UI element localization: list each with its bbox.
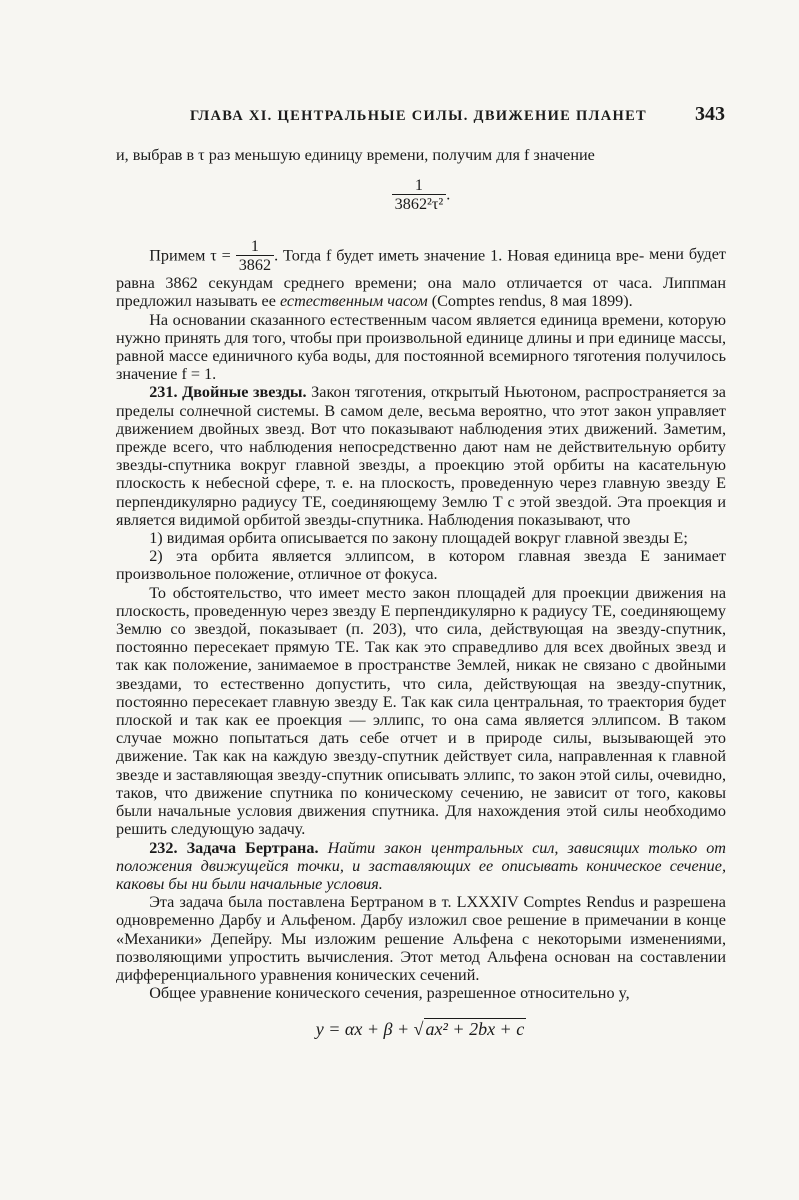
section-232-paragraph xyxy=(116,839,726,894)
section-231-paragraph xyxy=(116,383,726,529)
paragraph-bertrand-history: Эта задача была поставлена Бертраном в т. LXXXIV Comptes Rendus и разрешена одновременно Дарбу и Альфеном. Дарбу изложил свое решение в примечании в конце «Механики» Депейру. Мы изложим решение Альфена с некоторыми изменениями, позволяющими упростить вычисления. Этот метод Альфена основан на составлении дифференциального уравнения конических сечений. xyxy=(116,893,726,984)
tau-suffix: . Тогда f будет иметь значение 1. Новая единица вре- xyxy=(274,246,645,265)
section-231-heading: 231. Двойные звезды. xyxy=(149,383,307,402)
fraction-tail: . xyxy=(446,185,451,204)
paragraph-area-law: То обстоятельство, что имеет место закон площадей для проекции движения на плоскость, проведенную через звезду E перпендикулярно к радиусу TE, соединяющему Землю со звездой, показывает (п. 203), что сила, действующая на звезду-спутник, постоянно пересекает прямую TE. Так как это справедливо для всех двойных звезд и так как положение, занимаемое в пространстве Землей, никак не связано с двойными звездами, то естественно допустить, что сила, действующая на звезду-спутник, постоянно пересекает главную звезду E. Так как сила центральная, то траектория будет плоской и так как ее проекция — эллипс, то она сама является эллипсом. В таком случае можно попытаться дать себе отчет и в природе силы, вызывающей это движение. Так как на каждую звезду-спутник действует сила, направленная к главной звезде и заставляющая звезду-спутник описывать эллипс, то закон этой силы, очевидно, таков, что движение спутника по коническому сечению, не зависит от того, каковы были начальные условия движения спутника. Для нахождения этой силы необходимо решить следующую задачу. xyxy=(116,583,726,839)
list-item-2: 2) эта орбита является эллипсом, в котором главная звезда E занимает произвольное положение, отличное от фокуса. xyxy=(116,547,726,584)
radicand: ax² + 2bx + c xyxy=(425,1019,525,1040)
tau-fraction-numerator: 1 xyxy=(250,237,259,256)
tau-prefix: Примем τ = xyxy=(149,246,231,265)
formula-lhs: y = αx + β + xyxy=(315,1019,414,1040)
list-item-1: 1) видимая орбита описывается по закону площадей вокруг главной звезды E; xyxy=(149,529,688,548)
tau-fraction xyxy=(236,237,274,274)
radical-sign: √ xyxy=(413,1019,424,1040)
formula-f-value xyxy=(116,176,726,213)
fraction-denominator: 3862²τ² xyxy=(392,194,447,213)
tau-fraction-denominator: 3862 xyxy=(236,255,274,274)
fraction-numerator: 1 xyxy=(414,176,424,195)
paragraph-tau xyxy=(116,237,726,310)
natural-hour-term: естественным часом xyxy=(279,292,428,311)
section-232-statement: Найти закон центральных сил, зависящих только от положения движущейся точки, и заставляющих ее описывать коническое сечение, каковы бы ни были начальные условия. xyxy=(116,838,726,893)
section-231-text: Закон тяготения, открытый Ньютоном, распространяется за пределы солнечной системы. В самом деле, весьма вероятно, что этот закон управляет движением двойных звезд. Вот что показывают наблюдения этих движений. Заметим, прежде всего, что наблюдения непосредственно дают нам не действительную орбиту звезды-спутника вокруг главной звезды, а проекцию этой орбиты на касательную плоскость к небесной сфере, т. е. на плоскость, проведенную через главную звезду E перпендикулярно радиусу TE, соединяющему Землю T с этой звездой. Эта проекция и является видимой орбитой звезды-спутника. Наблюдения показывают, что xyxy=(116,383,726,529)
tau-rest: мени будет равна 3862 секундам среднего времени; она мало отличается от часа. Липпман предложил называть ее xyxy=(116,245,727,311)
intro-line: и, выбрав в τ раз меньшую единицу времени, получим для f значение xyxy=(116,146,595,164)
paragraph-natural-hour: На основании сказанного естественным часом является единица времени, которую нужно принять для того, чтобы при произвольной единице длины и при единице массы, равной массе единичного куба воды, для постоянной всемирного тяготения получилось значение f = 1. xyxy=(116,310,726,384)
page-number: 343 xyxy=(695,103,725,125)
body-text xyxy=(116,146,726,1039)
paragraph-conic-equation: Общее уравнение конического сечения, разрешенное относительно y, xyxy=(149,984,630,1003)
tau-rest-end: (Comptes rendus, 8 мая 1899). xyxy=(427,292,633,311)
formula-conic xyxy=(116,1020,726,1038)
fraction xyxy=(392,176,447,213)
section-232-heading: 232. Задача Бертрана. xyxy=(149,838,319,857)
running-title: ГЛАВА XI. ЦЕНТРАЛЬНЫЕ СИЛЫ. ДВИЖЕНИЕ ПЛАНЕТ xyxy=(190,108,648,124)
